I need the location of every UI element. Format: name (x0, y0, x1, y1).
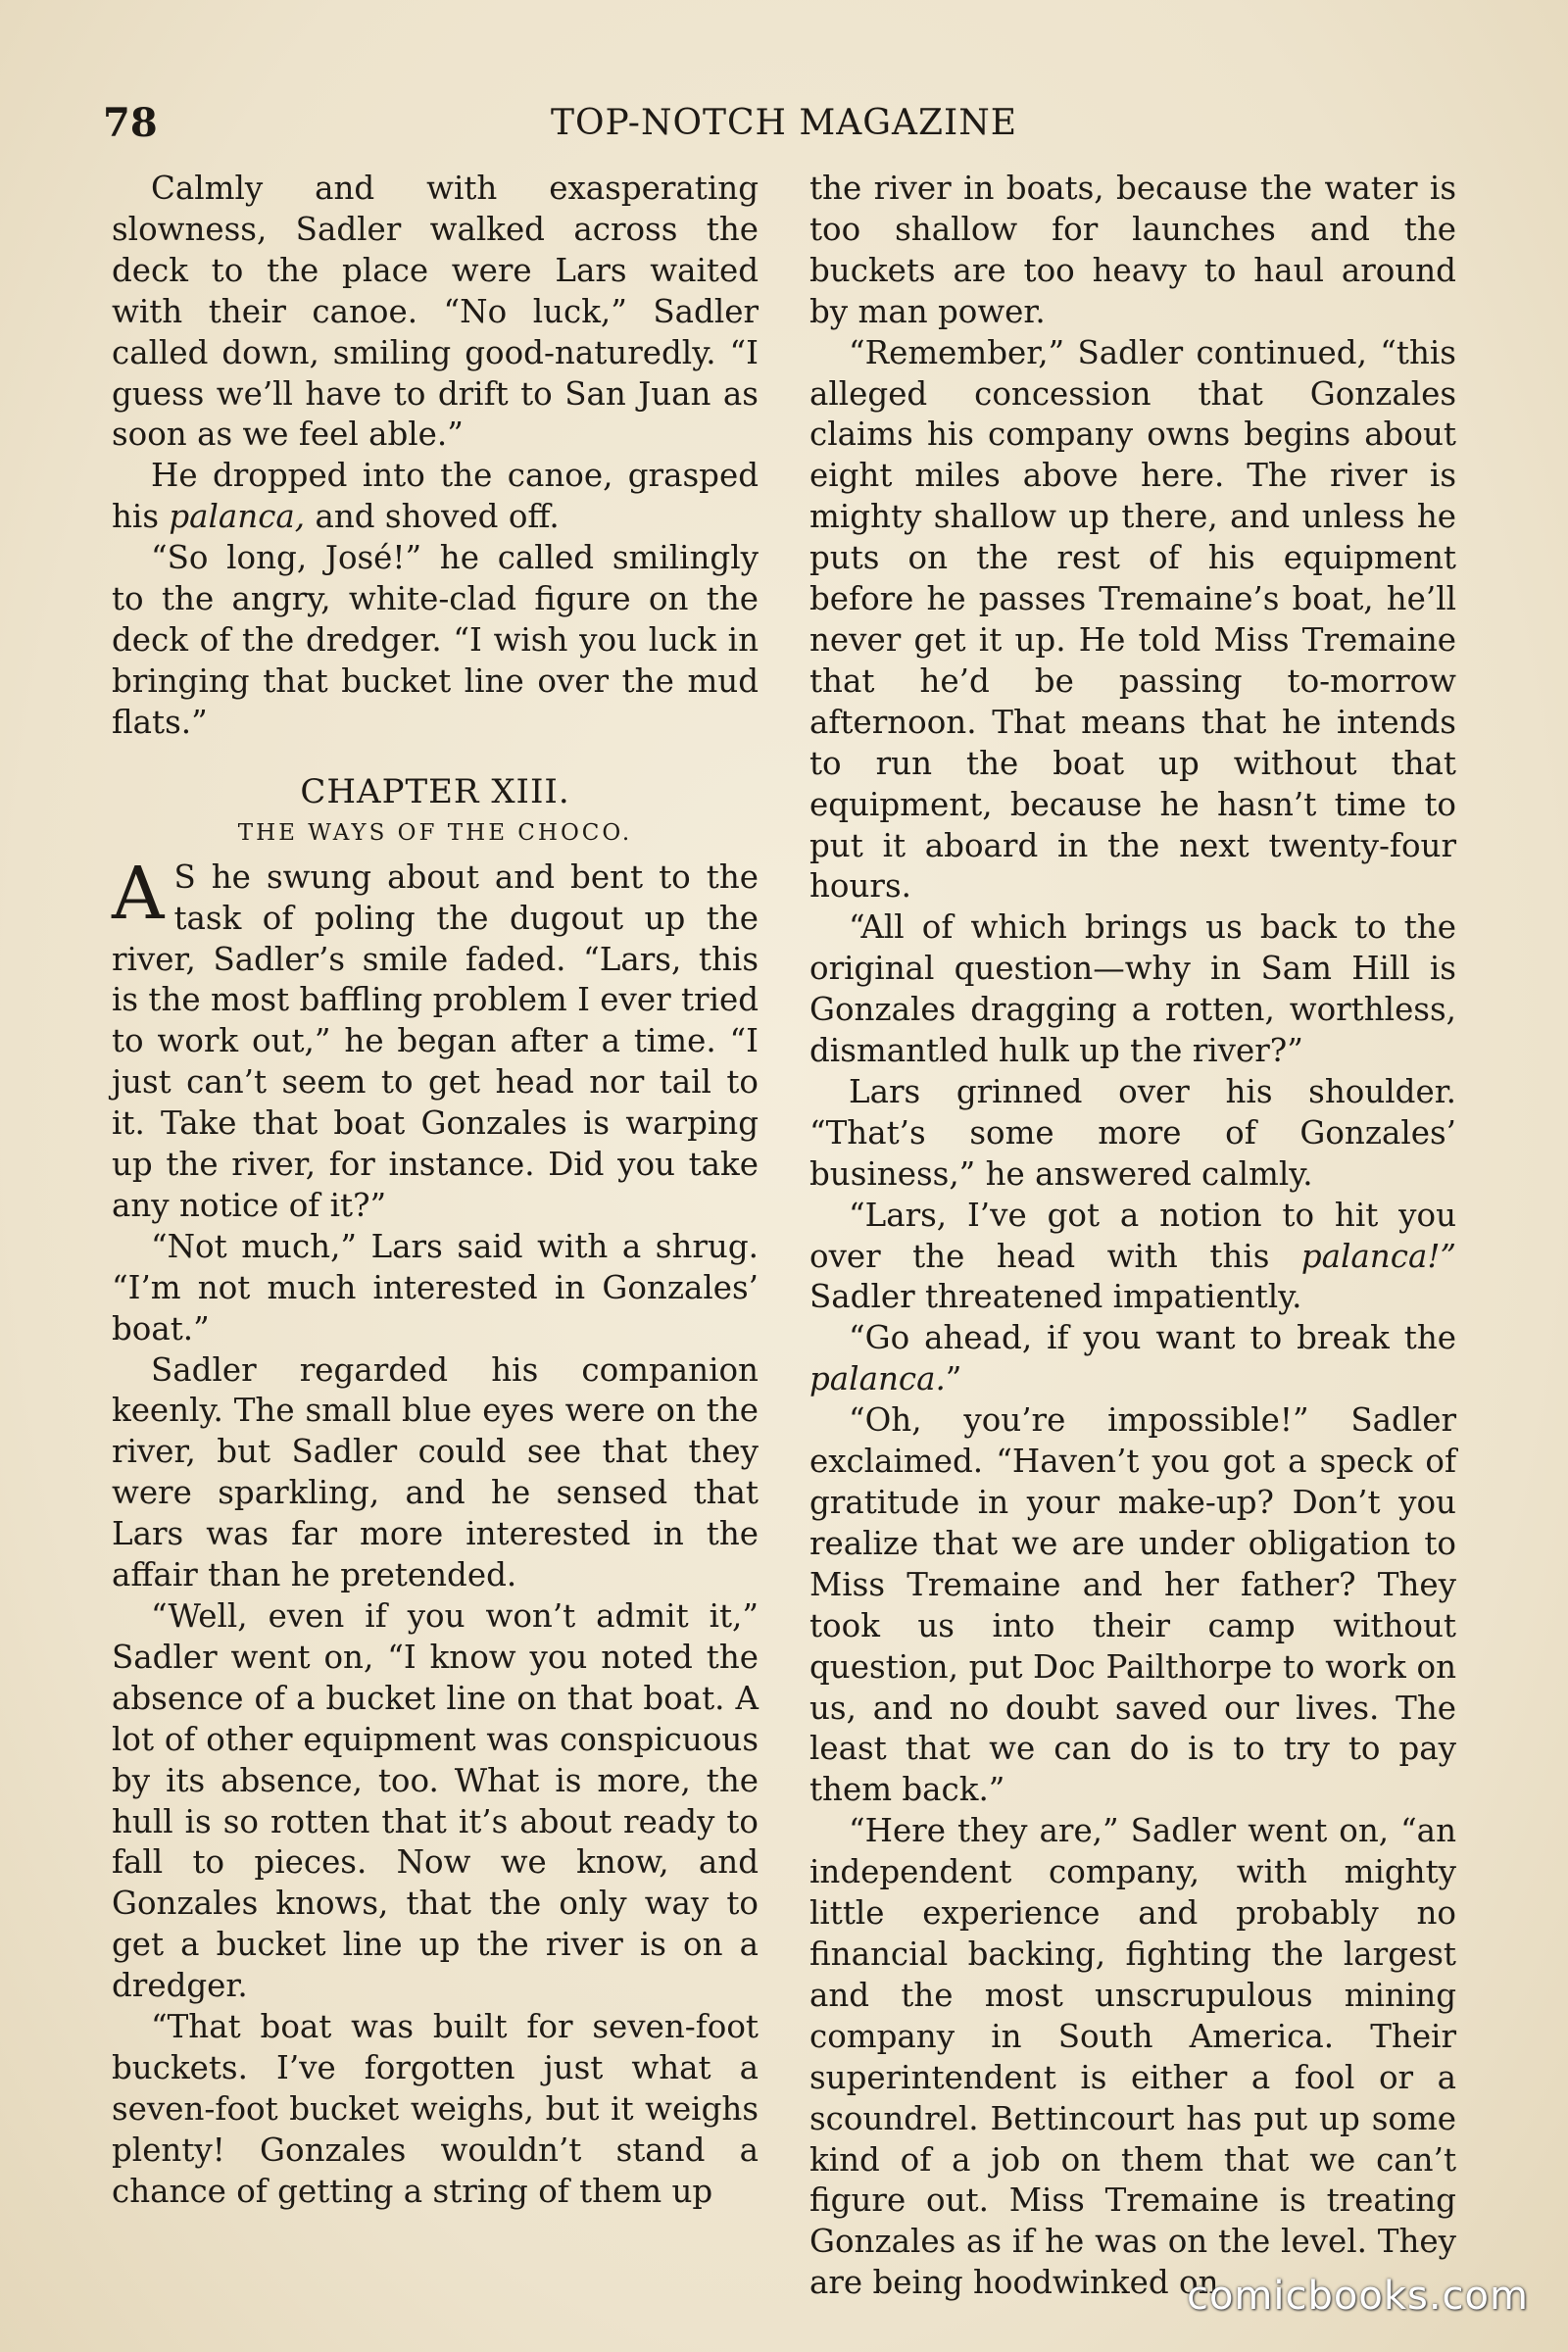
paragraph: “Go ahead, if you want to break the palanca.” (809, 1319, 1456, 1398)
right-column (809, 169, 1456, 2304)
page-number: 78 (103, 100, 158, 146)
paragraph: the river in boats, because the water is too shallow for launches and the buckets are too heavy to haul around by man power. (809, 170, 1456, 330)
paragraph: A S he swung about and bent to the task of poling the dugout up the river, Sadler’s smile faded. “Lars, this is the most baffling problem I ever tried to work out,” he began after a time. “I just can’t seem to get head nor tail to it. Take that boat Gonzales is warping up the river, for instance. Did you take any notice of it?” (112, 851, 759, 1224)
paragraph: “That boat was built for seven-foot buckets. I’ve forgotten just what a seven-foot bucket weighs, but it weighs plenty! Gonzales wouldn’t stand a chance of getting a string of them up (112, 2008, 759, 2210)
chapter-title: CHAPTER XIII. (300, 771, 570, 811)
paragraph: Sadler regarded his companion keenly. The small blue eyes were on the river, but Sadler could see that they were sparkling, and he sensed that Lars was far more interested in the affair than he pretended. (112, 1350, 759, 1594)
paragraph: “Not much,” Lars said with a shrug. “I’m not much interested in Gonzales’ boat.” (112, 1227, 759, 1348)
paragraph: “Oh, you’re impossible!” Sadler exclaimed. “Haven’t you got a speck of gratitude in your make-up? Don’t you realize that we are under obligation to Miss Tremaine and her father? They took us into their camp without question, put Doc Pailthorpe to work on us, and no doubt saved our lives. The least that we can do is to try to pay them back.” (809, 1401, 1456, 1809)
left-column (112, 169, 759, 2213)
chapter-subtitle: THE WAYS OF THE CHOCO. (237, 819, 633, 846)
paragraph: “Lars, I’ve got a notion to hit you over the head with this palanca!” Sadler threatened impatiently. (809, 1196, 1456, 1316)
paragraph: He dropped into the canoe, grasped his palanca, and shoved off. (112, 457, 759, 536)
paragraph: Lars grinned over his shoulder. “That’s some more of Gonzales’ business,” he answered calmly. (809, 1072, 1456, 1193)
drop-cap: A (112, 851, 165, 936)
paragraph: “Here they are,” Sadler went on, “an independent company, with mighty little experience and probably no financial backing, fighting the largest and the most unscrupulous mining company in South America. Their superintendent is either a fool or a scoundrel. Bettincourt has put up some kind of a job on them that we can’t figure out. Miss Tremaine is treating Gonzales as if he was on the level. They are being hoodwinked on (809, 1812, 1456, 2302)
running-head (0, 94, 1568, 153)
paragraph: “Well, even if you won’t admit it,” Sadler went on, “I know you noted the absence of a bucket line on that boat. A lot of other equipment was conspicuous by its absence, too. What is more, the hull is so rotten that it’s about ready to fall to pieces. Now we know, and Gonzales knows, that the only way to get a bucket line up the river is on a dredger. (112, 1597, 759, 2005)
paragraph: “Remember,” Sadler continued, “this alleged concession that Gonzales claims his company owns begins about eight miles above here. The river is mighty shallow up there, and unless he puts on the rest of his equipment before he passes Tremaine’s boat, he’ll never get it up. He told Miss Tremaine that he’d be passing to-morrow afternoon. That means that he intends to run the boat up without that equipment, because he hasn’t time to put it aboard in the next twenty-four hours. (809, 333, 1456, 906)
paragraph: Calmly and with exasperating slowness, Sadler walked across the deck to the place were Lars waited with their canoe. “No luck,” Sadler called down, smiling good-naturedly. “I guess we’ll have to drift to San Juan as soon as we feel able.” (112, 170, 759, 454)
paragraph: “So long, José!” he called smilingly to the angry, white-clad figure on the deck of the dredger. “I wish you luck in bringing that bucket line over the mud flats.” (112, 539, 759, 741)
magazine-title: TOP-NOTCH MAGAZINE (551, 103, 1017, 143)
watermark: comicbooks.com (1186, 2274, 1529, 2319)
paragraph: “All of which brings us back to the original question—why in Sam Hill is Gonzales dragging a rotten, worthless, dismantled hulk up the river?” (809, 908, 1456, 1070)
